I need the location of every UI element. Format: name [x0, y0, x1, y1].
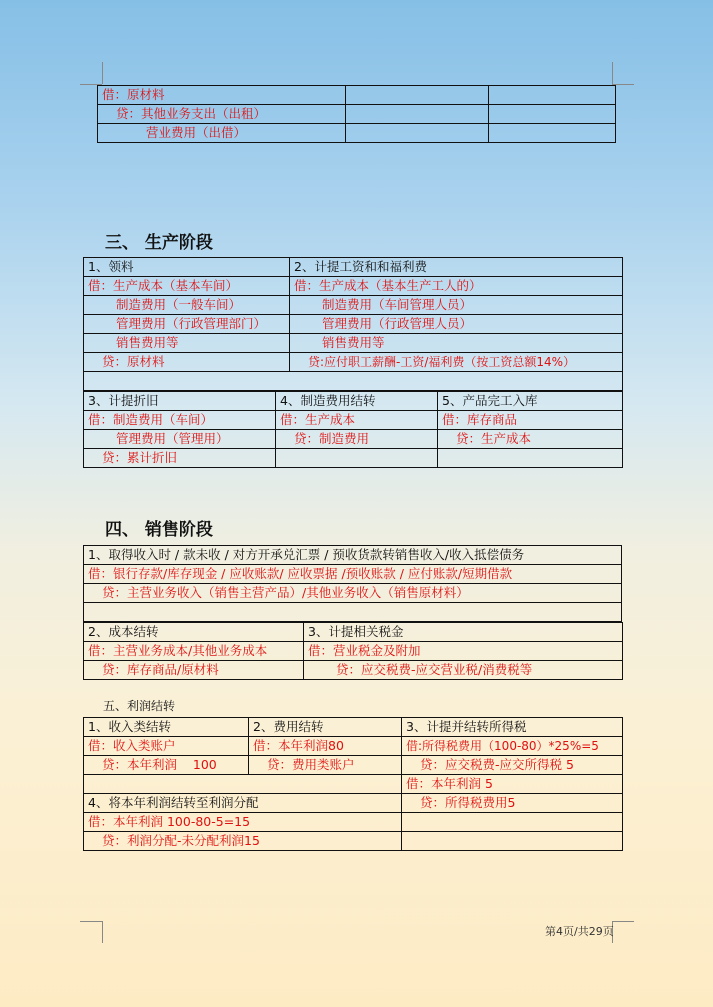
cell: 贷:应付职工薪酬-工资/福利费（按工资总额14%） — [290, 353, 623, 372]
section-heading-production: 三、 生产阶段 — [105, 233, 213, 253]
cell: 贷：其他业务支出（出租） — [98, 105, 346, 124]
cell: 贷：应交税费-应交营业税/消费税等 — [304, 661, 623, 680]
corner-mark — [612, 62, 613, 84]
cell: 3、计提并结转所得税 — [402, 718, 623, 737]
cell: 贷：生产成本 — [438, 430, 623, 449]
cell: 制造费用（一般车间） — [84, 296, 290, 315]
cell: 贷：本年利润 100 — [84, 756, 249, 775]
corner-mark — [612, 921, 634, 922]
table-row — [98, 105, 616, 124]
page-number: 第4页/共29页 — [545, 925, 614, 938]
cell: 贷：所得税费用5 — [402, 794, 623, 813]
cell: 销售费用等 — [290, 334, 623, 353]
cell: 贷：费用类账户 — [249, 756, 402, 775]
corner-mark — [102, 62, 103, 84]
cell: 借：库存商品 — [438, 411, 623, 430]
table-row — [98, 124, 616, 143]
cell: 4、将本年利润结转至利润分配 — [84, 794, 402, 813]
table-sales-top — [83, 545, 622, 622]
cell: 贷：库存商品/原材料 — [84, 661, 304, 680]
cell: 借：本年利润 5 — [402, 775, 623, 794]
cell: 借：主营业务成本/其他业务成本 — [84, 642, 304, 661]
cell: 借：生产成本（基本生产工人的） — [290, 277, 623, 296]
table-production-bottom — [83, 391, 623, 468]
cell: 1、领料 — [84, 258, 290, 277]
cell: 1、收入类结转 — [84, 718, 249, 737]
cell: 营业费用（出借） — [98, 124, 346, 143]
cell: 借：本年利润 100-80-5=15 — [84, 813, 402, 832]
corner-mark — [102, 921, 103, 943]
cell: 贷：利润分配-未分配利润15 — [84, 832, 402, 851]
cell: 贷：原材料 — [84, 353, 290, 372]
cell: 借：生产成本（基本车间） — [84, 277, 290, 296]
cell: 贷：主营业务收入（销售主营产品）/其他业务收入（销售原材料） — [84, 584, 622, 603]
table-production-top — [83, 257, 623, 391]
cell: 2、计提工资和和福利费 — [290, 258, 623, 277]
cell: 借：银行存款/库存现金 / 应收账款/ 应收票据 /预收账款 / 应付账款/短期借款 — [84, 565, 622, 584]
cell: 制造费用（车间管理人员） — [290, 296, 623, 315]
cell: 2、成本结转 — [84, 623, 304, 642]
cell: 借：营业税金及附加 — [304, 642, 623, 661]
cell: 借：收入类账户 — [84, 737, 249, 756]
cell: 管理费用（行政管理部门） — [84, 315, 290, 334]
section-heading-profit: 五、利润结转 — [103, 699, 176, 713]
table-material — [97, 85, 616, 143]
cell: 4、制造费用结转 — [276, 392, 438, 411]
cell: 借：本年利润80 — [249, 737, 402, 756]
table-row — [98, 86, 616, 105]
corner-mark — [80, 921, 102, 922]
table-sales-bottom — [83, 622, 623, 680]
cell: 借：生产成本 — [276, 411, 438, 430]
section-heading-sales: 四、 销售阶段 — [105, 520, 213, 540]
cell: 借:所得税费用（100-80）*25%=5 — [402, 737, 623, 756]
cell: 2、费用结转 — [249, 718, 402, 737]
cell: 管理费用（管理用） — [84, 430, 276, 449]
cell: 销售费用等 — [84, 334, 290, 353]
cell: 3、计提折旧 — [84, 392, 276, 411]
cell: 管理费用（行政管理人员） — [290, 315, 623, 334]
cell: 贷：制造费用 — [276, 430, 438, 449]
cell: 贷：应交税费-应交所得税 5 — [402, 756, 623, 775]
cell: 3、计提相关税金 — [304, 623, 623, 642]
table-profit — [83, 717, 623, 851]
cell: 借：原材料 — [98, 86, 346, 105]
cell: 1、取得收入时 / 款未收 / 对方开承兑汇票 / 预收货款转销售收入/收入抵偿债务 — [84, 546, 622, 565]
cell: 5、产品完工入库 — [438, 392, 623, 411]
cell: 借：制造费用（车间） — [84, 411, 276, 430]
cell: 贷：累计折旧 — [84, 449, 276, 468]
